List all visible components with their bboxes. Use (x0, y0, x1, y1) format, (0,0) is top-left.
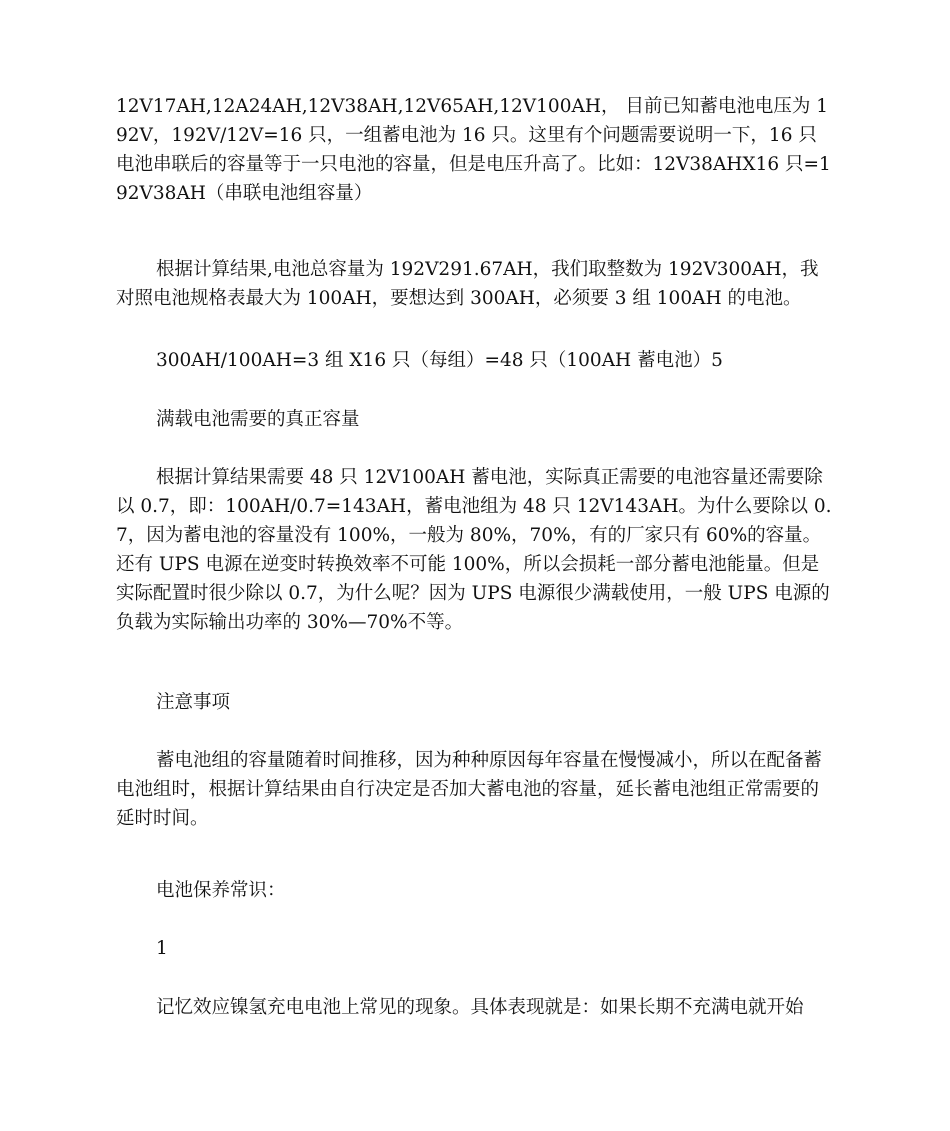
paragraph-real-capacity: 根据计算结果需要 48 只 12V100AH 蓄电池，实际真正需要的电池容量还需要除以 0.7，即：100AH/0.7=143AH，蓄电池组为 48 只 12V143AH。为什么要除以 0.7，因为蓄电池的容量没有 100%，一般为 80%，70%，有的厂家只有 60%的容量。还有 UPS 电源在逆变时转换效率不可能 100%，所以会损耗一部分蓄电池能量。但是实际配置时很少除以 0.7，为什么呢？因为 UPS 电源很少满载使用，一般 UPS 电源的负载为实际输出功率的 30%—70%不等。 (116, 467, 832, 633)
paragraph-notes: 蓄电池组的容量随着时间推移，因为种种原因每年容量在慢慢减小，所以在配备蓄电池组时，根据计算结果由自行决定是否加大蓄电池的容量，延长蓄电池组正常需要的延时时间。 (116, 750, 823, 829)
paragraph-calculation: 300AH/100AH=3 组 X16 只（每组）=48 只（100AH 蓄电池）5 (156, 350, 723, 371)
heading-full-load-capacity: 满载电池需要的真正容量 (156, 409, 360, 430)
paragraph-total-capacity: 根据计算结果,电池总容量为 192V291.67AH，我们取整数为 192V300AH，我对照电池规格表最大为 100AH，要想达到 300AH，必须要 3 组 100AH 的电池。 (116, 259, 819, 309)
paragraph-battery-series: 12V17AH,12A24AH,12V38AH,12V65AH,12V100AH， 目前已知蓄电池电压为 192V，192V/12V=16 只，一组蓄电池为 16 只。这里有个问题需要说明一下，16 只电池串联后的容量等于一只电池的容量，但是电压升高了。比如：12V38AHX16 只=192V38AH（串联电池组容量） (116, 96, 831, 204)
heading-maintenance: 电池保养常识： (156, 880, 286, 901)
heading-notes: 注意事项 (156, 692, 231, 713)
paragraph-memory-effect: 记忆效应镍氢充电电池上常见的现象。具体表现就是：如果长期不充满电就开始 (156, 997, 804, 1018)
list-number: 1 (156, 938, 168, 959)
